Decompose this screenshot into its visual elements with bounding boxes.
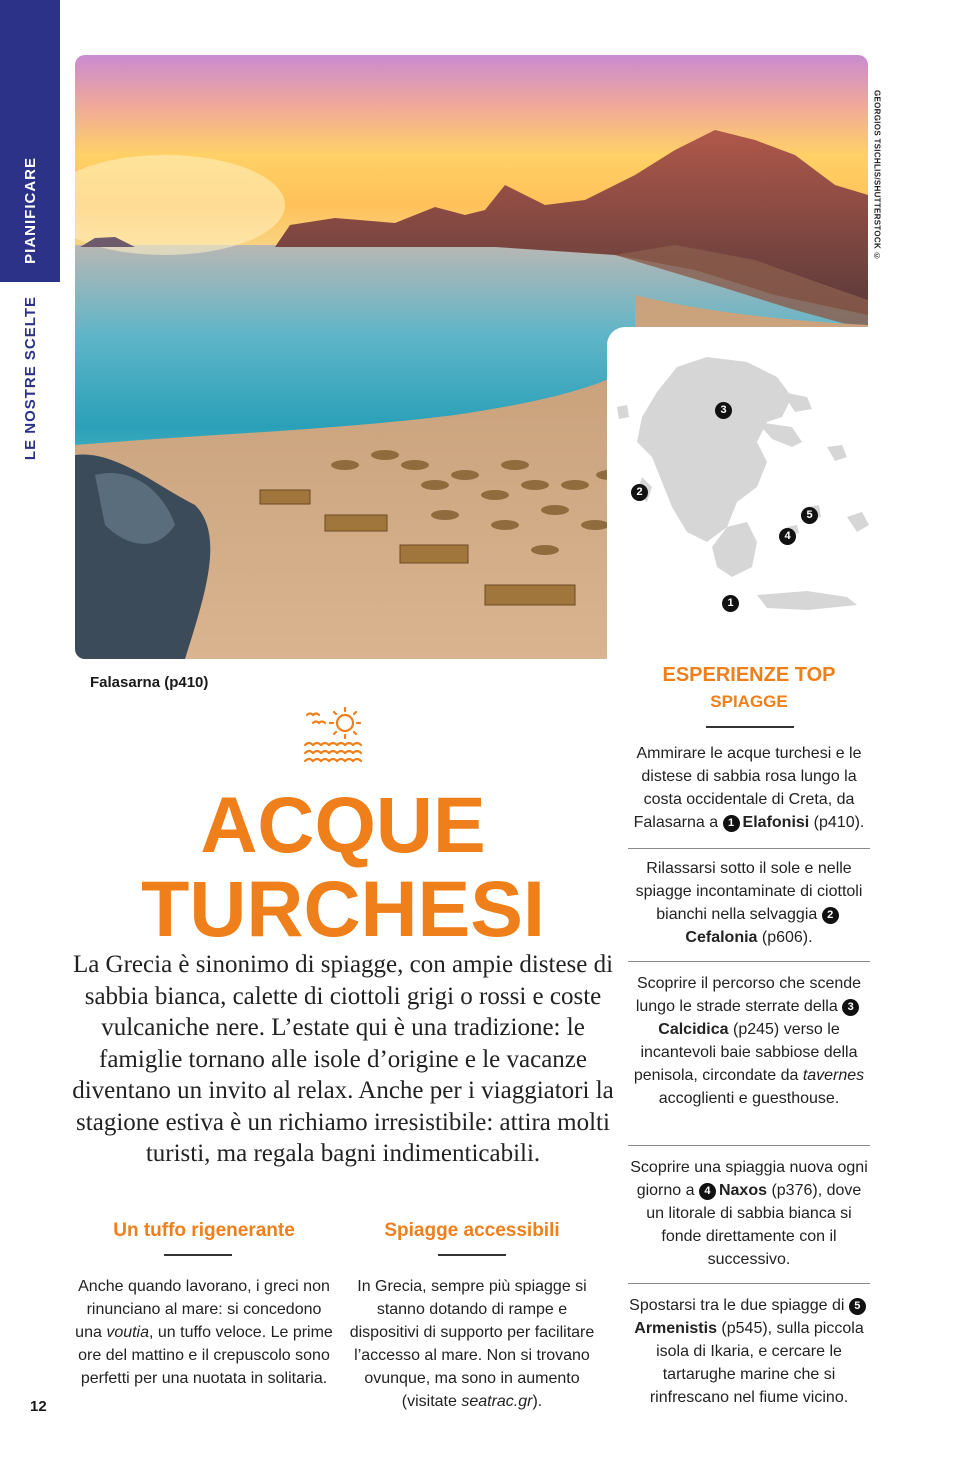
subsection-tab-label: LE NOSTRE SCELTE	[21, 296, 39, 461]
experience-item: Ammirare le acque turchesi e le distese di sabbia rosa lungo la costa occidentale di Creta, da Falasarna a 1 Elafonisi (p410).	[633, 745, 865, 831]
experiences-title: ESPERIENZE TOP	[662, 664, 836, 686]
map-marker-3: 3	[715, 402, 732, 419]
experience-divider	[628, 848, 870, 849]
col2-rule	[438, 1254, 506, 1256]
map-marker-2: 2	[631, 484, 648, 501]
subsection-tab	[0, 290, 60, 490]
sun-waves-icon	[301, 705, 367, 767]
section-tab-label: PIANIFICARE	[21, 157, 39, 264]
col2-heading: Spiagge accessibili	[384, 1220, 560, 1241]
number-badge: 4	[699, 1183, 716, 1200]
map-marker-1: 1	[722, 595, 739, 612]
col1-rule	[164, 1254, 232, 1256]
number-badge: 5	[849, 1298, 866, 1315]
experience-item: Spostarsi tra le due spiagge di 5Armenistis (p545), sulla piccola isola di Ikaria, e cercare le tartarughe marine che si rinfrescano nel fiume vicino.	[628, 1294, 870, 1409]
number-badge: 2	[822, 907, 839, 924]
experiences-subtitle: SPIAGGE	[710, 692, 788, 711]
page-title	[70, 780, 616, 953]
map-marker-5: 5	[801, 507, 818, 524]
title-line-1: ACQUE	[200, 780, 486, 869]
experience-item: Rilassarsi sotto il sole e nelle spiagge incontaminate di ciottoli bianchi nella selvaggia 2Cefalonia (p606).	[635, 860, 863, 946]
title-line-2: TURCHESI	[141, 864, 545, 953]
experience-item: Scoprire una spiaggia nuova ogni giorno a 4 Naxos (p376), dove un litorale di sabbia bianca si fonde direttamente con il successivo.	[630, 1159, 868, 1268]
experience-item: Scoprire il percorso che scende lungo le strade sterrate della 3Calcidica (p245) verso le incantevoli baie sabbiose della penisola, circondate da tavernes accoglienti e guesthouse.	[633, 975, 865, 1107]
number-badge: 3	[842, 999, 859, 1016]
intro-paragraph: La Grecia è sinonimo di spiagge, con ampie distese di sabbia bianca, calette di ciottoli grigi o rossi e coste vulcaniche nere. L’estate qui è una tradizione: le famiglie tornano alle isole d’origine e le vacanze diventano un invito al relax. Anche per i viaggiatori la stagione estiva è un richiamo irresistibile: attira molti turisti, ma regala bagni indimenticabili.	[72, 951, 614, 1167]
photo-caption: Falasarna (p410)	[90, 674, 209, 691]
photo-credit: GEORGIOS TSICHLIS/SHUTTERSTOCK ©	[872, 90, 882, 261]
experience-divider	[628, 1283, 870, 1284]
page-number: 12	[30, 1398, 47, 1415]
number-badge: 1	[723, 815, 740, 832]
experience-divider	[628, 1145, 870, 1146]
experience-divider	[628, 961, 870, 962]
greece-map	[607, 327, 897, 659]
map-marker-4: 4	[779, 528, 796, 545]
experiences-rule	[706, 726, 794, 728]
col1-heading: Un tuffo rigenerante	[113, 1220, 295, 1241]
col2-text: In Grecia, sempre più spiagge si stanno dotando di rampe e dispositivi di supporto per facilitare l’accesso al mare. Non si trovano ovunque, ma sono in aumento (visitate seatrac.gr).	[349, 1278, 595, 1410]
col1-text: Anche quando lavorano, i greci non rinunciano al mare: si concedono una voutia, un tuffo veloce. Le prime ore del mattino e il crepuscolo sono perfetti per una nuotata in solitaria.	[75, 1278, 333, 1387]
